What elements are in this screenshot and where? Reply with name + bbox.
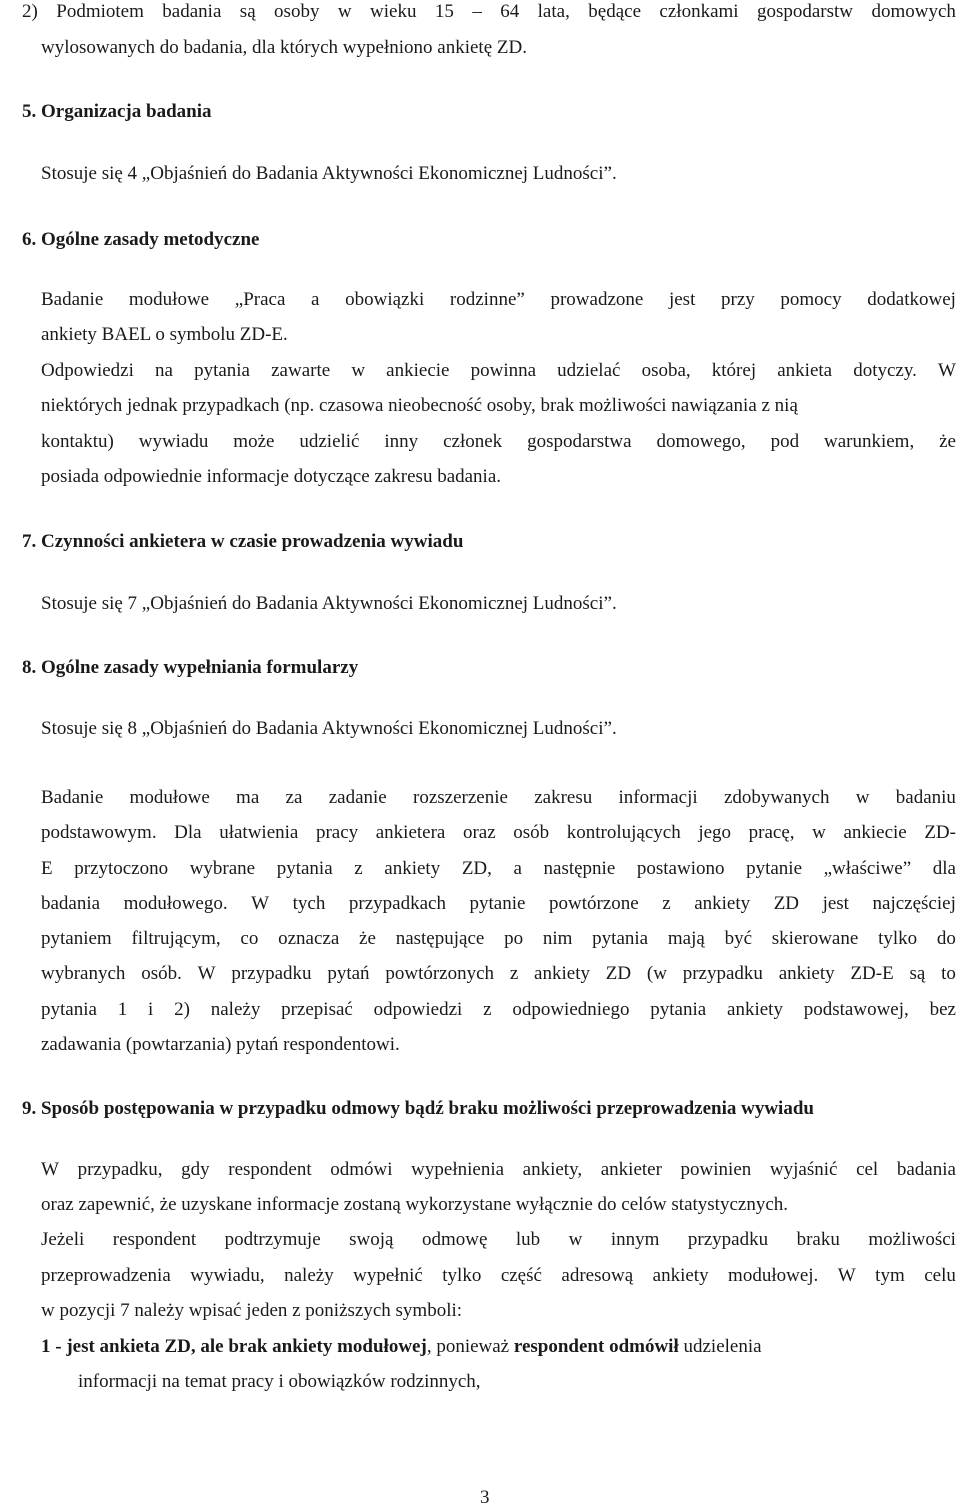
section-5-heading: 5. Organizacja badania bbox=[22, 101, 212, 122]
section-8-p-line-7: pytania 1 i 2) należy przepisać odpowiedzi z odpowiedniego pytania ankiety podstawowej, bez bbox=[41, 999, 956, 1020]
section-9-p2-line-1: Jeżeli respondent podtrzymuje swoją odmowę lub w innym przypadku braku możliwości bbox=[41, 1229, 956, 1250]
section-7-heading: 7. Czynności ankietera w czasie prowadzenia wywiadu bbox=[22, 531, 464, 552]
section-6-p1-line-2: ankiety BAEL o symbolu ZD-E. bbox=[41, 324, 288, 345]
section-9-p2-line-3: w pozycji 7 należy wpisać jeden z poniższych symboli: bbox=[41, 1300, 463, 1321]
section-7-text: Stosuje się 7 „Objaśnień do Badania Aktywności Ekonomicznej Ludności”. bbox=[41, 593, 617, 614]
section-8-heading: 8. Ogólne zasady wypełniania formularzy bbox=[22, 657, 359, 678]
section-8-p-line-2: podstawowym. Dla ułatwienia pracy ankietera oraz osób kontrolujących jego pracę, w ankiecie ZD- bbox=[41, 822, 956, 843]
section-8-text: Stosuje się 8 „Objaśnień do Badania Aktywności Ekonomicznej Ludności”. bbox=[41, 718, 617, 739]
section-5-text: Stosuje się 4 „Objaśnień do Badania Aktywności Ekonomicznej Ludności”. bbox=[41, 163, 617, 184]
section-9-p2-line-2: przeprowadzenia wywiadu, należy wypełnić tylko część adresową ankiety modułowej. W tym celu bbox=[41, 1265, 956, 1286]
symbol-item-1 bbox=[41, 1335, 762, 1359]
symbol-item-1-tail: udzielenia bbox=[678, 1336, 762, 1357]
section-9-p1-line-2: oraz zapewnić, że uzyskane informacje zostaną wykorzystane wyłącznie do celów statystycznych. bbox=[41, 1194, 789, 1215]
section-6-p2-line-1: Odpowiedzi na pytania zawarte w ankiecie powinna udzielać osoba, której ankieta dotyczy. W bbox=[41, 360, 956, 381]
section-8-p-line-1: Badanie modułowe ma za zadanie rozszerzenie zakresu informacji zdobywanych w badaniu bbox=[41, 787, 956, 808]
section-9-p1-line-1: W przypadku, gdy respondent odmówi wypełnienia ankiety, ankieter powinien wyjaśnić cel badania bbox=[41, 1159, 956, 1180]
section-8-p-line-4: badania modułowego. W tych przypadkach pytanie powtórzone z ankiety ZD jest najczęściej bbox=[41, 893, 956, 914]
symbol-item-1-code: 1 - jest ankieta ZD, ale brak ankiety modułowej bbox=[41, 1336, 427, 1357]
section-8-p-line-3: E przytoczono wybrane pytania z ankiety ZD, a następnie postawiono pytanie „właściwe” dla bbox=[41, 858, 956, 879]
symbol-item-1-continuation: informacji na temat pracy i obowiązków rodzinnych, bbox=[78, 1371, 481, 1392]
page-number: 3 bbox=[480, 1487, 490, 1508]
section-9-heading: 9. Sposób postępowania w przypadku odmowy bądź braku możliwości przeprowadzenia wywiadu bbox=[22, 1098, 814, 1119]
symbol-item-1-text: , ponieważ bbox=[426, 1336, 514, 1357]
section-6-p2-line-3: kontaktu) wywiadu może udzielić inny członek gospodarstwa domowego, pod warunkiem, że bbox=[41, 431, 956, 452]
section-8-p-line-5: pytaniem filtrującym, co oznacza że następujące po nim pytania mają być skierowane tylko do bbox=[41, 928, 956, 949]
intro-line-1: 2) Podmiotem badania są osoby w wieku 15 – 64 lata, będące członkami gospodarstw domowych bbox=[22, 1, 956, 22]
section-6-heading: 6. Ogólne zasady metodyczne bbox=[22, 229, 260, 250]
intro-line-2: wylosowanych do badania, dla których wypełniono ankietę ZD. bbox=[41, 37, 527, 58]
symbol-item-1-emphasis: respondent odmówił bbox=[513, 1336, 679, 1357]
section-8-p-line-6: wybranych osób. W przypadku pytań powtórzonych z ankiety ZD (w przypadku ankiety ZD-E są to bbox=[41, 963, 956, 984]
section-6-p2-line-4: posiada odpowiednie informacje dotyczące zakresu badania. bbox=[41, 466, 502, 487]
section-8-p-line-8: zadawania (powtarzania) pytań respondentowi. bbox=[41, 1034, 400, 1055]
section-6-p2-line-2: niektórych jednak przypadkach (np. czasowa nieobecność osoby, brak możliwości nawiązania z nią bbox=[41, 395, 798, 416]
section-6-p1-line-1: Badanie modułowe „Praca a obowiązki rodzinne” prowadzone jest przy pomocy dodatkowej bbox=[41, 289, 956, 310]
